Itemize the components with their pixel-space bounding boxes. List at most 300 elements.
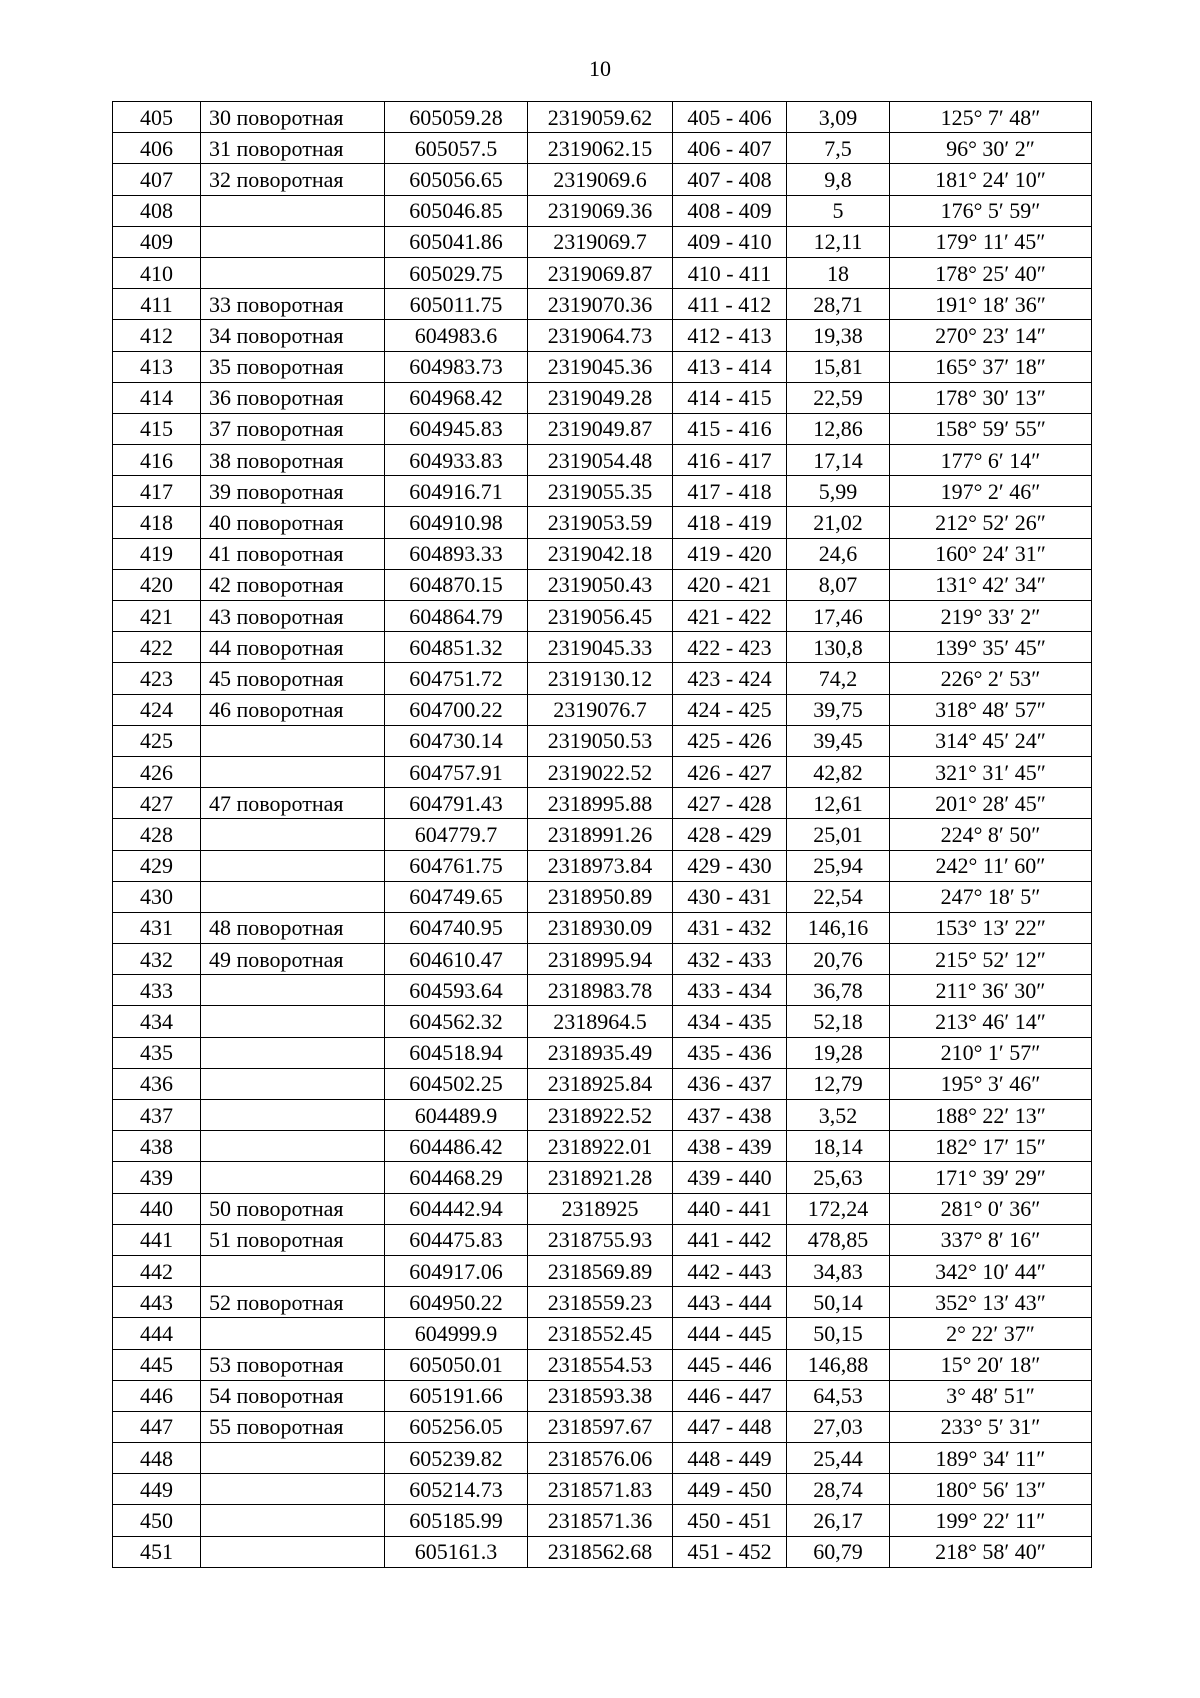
bearing-cell: 153° 13′ 22″	[890, 912, 1092, 943]
y-coordinate-cell: 2319069.7	[528, 226, 673, 257]
point-number-cell: 405	[113, 102, 201, 133]
y-coordinate-cell: 2318571.36	[528, 1505, 673, 1536]
x-coordinate-cell: 604442.94	[385, 1193, 528, 1224]
point-type-cell	[201, 1536, 385, 1567]
segment-cell: 417 - 418	[673, 476, 787, 507]
table-row	[113, 351, 1092, 382]
segment-cell: 424 - 425	[673, 694, 787, 725]
y-coordinate-cell: 2318995.88	[528, 788, 673, 819]
distance-cell: 478,85	[787, 1224, 890, 1255]
point-type-cell	[201, 1318, 385, 1349]
point-type-cell: 49 поворотная	[201, 944, 385, 975]
segment-cell: 444 - 445	[673, 1318, 787, 1349]
bearing-cell: 179° 11′ 45″	[890, 226, 1092, 257]
distance-cell: 60,79	[787, 1536, 890, 1567]
table-row	[113, 538, 1092, 569]
x-coordinate-cell: 604610.47	[385, 944, 528, 975]
point-number-cell: 428	[113, 819, 201, 850]
point-type-cell: 36 поворотная	[201, 382, 385, 413]
segment-cell: 425 - 426	[673, 725, 787, 756]
table-row	[113, 663, 1092, 694]
point-number-cell: 435	[113, 1037, 201, 1068]
point-number-cell: 420	[113, 569, 201, 600]
segment-cell: 436 - 437	[673, 1068, 787, 1099]
x-coordinate-cell: 604593.64	[385, 975, 528, 1006]
y-coordinate-cell: 2318921.28	[528, 1162, 673, 1193]
bearing-cell: 176° 5′ 59″	[890, 195, 1092, 226]
x-coordinate-cell: 604751.72	[385, 663, 528, 694]
bearing-cell: 210° 1′ 57″	[890, 1037, 1092, 1068]
distance-cell: 5	[787, 195, 890, 226]
y-coordinate-cell: 2318950.89	[528, 881, 673, 912]
segment-cell: 421 - 422	[673, 601, 787, 632]
distance-cell: 12,86	[787, 413, 890, 444]
x-coordinate-cell: 605256.05	[385, 1411, 528, 1442]
segment-cell: 415 - 416	[673, 413, 787, 444]
distance-cell: 172,24	[787, 1193, 890, 1224]
x-coordinate-cell: 604910.98	[385, 507, 528, 538]
point-type-cell	[201, 257, 385, 288]
distance-cell: 22,59	[787, 382, 890, 413]
segment-cell: 414 - 415	[673, 382, 787, 413]
bearing-cell: 201° 28′ 45″	[890, 788, 1092, 819]
x-coordinate-cell: 605185.99	[385, 1505, 528, 1536]
table-row	[113, 1068, 1092, 1099]
distance-cell: 19,28	[787, 1037, 890, 1068]
point-type-cell: 30 поворотная	[201, 102, 385, 133]
point-number-cell: 450	[113, 1505, 201, 1536]
point-type-cell: 54 поворотная	[201, 1380, 385, 1411]
table-row	[113, 1380, 1092, 1411]
point-number-cell: 414	[113, 382, 201, 413]
point-number-cell: 410	[113, 257, 201, 288]
bearing-cell: 318° 48′ 57″	[890, 694, 1092, 725]
x-coordinate-cell: 604757.91	[385, 756, 528, 787]
bearing-cell: 337° 8′ 16″	[890, 1224, 1092, 1255]
bearing-cell: 321° 31′ 45″	[890, 756, 1092, 787]
distance-cell: 17,14	[787, 445, 890, 476]
x-coordinate-cell: 604749.65	[385, 881, 528, 912]
point-number-cell: 430	[113, 881, 201, 912]
bearing-cell: 181° 24′ 10″	[890, 164, 1092, 195]
table-row	[113, 1006, 1092, 1037]
point-number-cell: 419	[113, 538, 201, 569]
bearing-cell: 158° 59′ 55″	[890, 413, 1092, 444]
segment-cell: 435 - 436	[673, 1037, 787, 1068]
point-type-cell: 55 поворотная	[201, 1411, 385, 1442]
table-row	[113, 1474, 1092, 1505]
point-type-cell: 43 поворотная	[201, 601, 385, 632]
x-coordinate-cell: 604791.43	[385, 788, 528, 819]
point-type-cell	[201, 725, 385, 756]
y-coordinate-cell: 2319049.87	[528, 413, 673, 444]
x-coordinate-cell: 604468.29	[385, 1162, 528, 1193]
y-coordinate-cell: 2318597.67	[528, 1411, 673, 1442]
bearing-cell: 2° 22′ 37″	[890, 1318, 1092, 1349]
point-number-cell: 434	[113, 1006, 201, 1037]
x-coordinate-cell: 605050.01	[385, 1349, 528, 1380]
point-number-cell: 451	[113, 1536, 201, 1567]
point-type-cell	[201, 195, 385, 226]
point-number-cell: 439	[113, 1162, 201, 1193]
bearing-cell: 15° 20′ 18″	[890, 1349, 1092, 1380]
x-coordinate-cell: 604983.6	[385, 320, 528, 351]
point-number-cell: 449	[113, 1474, 201, 1505]
point-number-cell: 442	[113, 1255, 201, 1286]
y-coordinate-cell: 2319070.36	[528, 289, 673, 320]
table-row	[113, 569, 1092, 600]
x-coordinate-cell: 604870.15	[385, 569, 528, 600]
segment-cell: 437 - 438	[673, 1100, 787, 1131]
segment-cell: 450 - 451	[673, 1505, 787, 1536]
y-coordinate-cell: 2319069.6	[528, 164, 673, 195]
bearing-cell: 213° 46′ 14″	[890, 1006, 1092, 1037]
point-type-cell	[201, 1100, 385, 1131]
y-coordinate-cell: 2318973.84	[528, 850, 673, 881]
y-coordinate-cell: 2319062.15	[528, 133, 673, 164]
bearing-cell: 182° 17′ 15″	[890, 1131, 1092, 1162]
bearing-cell: 195° 3′ 46″	[890, 1068, 1092, 1099]
table-row	[113, 1349, 1092, 1380]
point-type-cell: 45 поворотная	[201, 663, 385, 694]
bearing-cell: 125° 7′ 48″	[890, 102, 1092, 133]
point-number-cell: 417	[113, 476, 201, 507]
table-row	[113, 133, 1092, 164]
coordinates-table	[112, 101, 1092, 1568]
y-coordinate-cell: 2318935.49	[528, 1037, 673, 1068]
x-coordinate-cell: 605239.82	[385, 1443, 528, 1474]
table-row	[113, 725, 1092, 756]
segment-cell: 420 - 421	[673, 569, 787, 600]
distance-cell: 5,99	[787, 476, 890, 507]
x-coordinate-cell: 604917.06	[385, 1255, 528, 1286]
table-row	[113, 102, 1092, 133]
x-coordinate-cell: 604730.14	[385, 725, 528, 756]
distance-cell: 39,75	[787, 694, 890, 725]
segment-cell: 405 - 406	[673, 102, 787, 133]
y-coordinate-cell: 2319069.87	[528, 257, 673, 288]
segment-cell: 430 - 431	[673, 881, 787, 912]
x-coordinate-cell: 605057.5	[385, 133, 528, 164]
point-type-cell: 46 поворотная	[201, 694, 385, 725]
y-coordinate-cell: 2318559.23	[528, 1287, 673, 1318]
y-coordinate-cell: 2318552.45	[528, 1318, 673, 1349]
segment-cell: 432 - 433	[673, 944, 787, 975]
point-number-cell: 425	[113, 725, 201, 756]
point-type-cell	[201, 1443, 385, 1474]
table-row	[113, 226, 1092, 257]
segment-cell: 445 - 446	[673, 1349, 787, 1380]
bearing-cell: 165° 37′ 18″	[890, 351, 1092, 382]
point-type-cell: 32 поворотная	[201, 164, 385, 195]
bearing-cell: 219° 33′ 2″	[890, 601, 1092, 632]
segment-cell: 416 - 417	[673, 445, 787, 476]
table-row	[113, 164, 1092, 195]
table-row	[113, 1318, 1092, 1349]
y-coordinate-cell: 2319055.35	[528, 476, 673, 507]
point-type-cell: 50 поворотная	[201, 1193, 385, 1224]
point-type-cell: 38 поворотная	[201, 445, 385, 476]
point-type-cell: 48 поворотная	[201, 912, 385, 943]
segment-cell: 446 - 447	[673, 1380, 787, 1411]
table-row	[113, 944, 1092, 975]
distance-cell: 24,6	[787, 538, 890, 569]
table-row	[113, 195, 1092, 226]
y-coordinate-cell: 2319045.36	[528, 351, 673, 382]
y-coordinate-cell: 2319022.52	[528, 756, 673, 787]
point-type-cell	[201, 881, 385, 912]
y-coordinate-cell: 2319050.43	[528, 569, 673, 600]
bearing-cell: 352° 13′ 43″	[890, 1287, 1092, 1318]
y-coordinate-cell: 2318576.06	[528, 1443, 673, 1474]
segment-cell: 441 - 442	[673, 1224, 787, 1255]
distance-cell: 39,45	[787, 725, 890, 756]
y-coordinate-cell: 2319049.28	[528, 382, 673, 413]
point-number-cell: 426	[113, 756, 201, 787]
point-number-cell: 443	[113, 1287, 201, 1318]
point-number-cell: 444	[113, 1318, 201, 1349]
bearing-cell: 171° 39′ 29″	[890, 1162, 1092, 1193]
distance-cell: 25,01	[787, 819, 890, 850]
distance-cell: 20,76	[787, 944, 890, 975]
x-coordinate-cell: 604700.22	[385, 694, 528, 725]
point-type-cell	[201, 1474, 385, 1505]
point-type-cell	[201, 1255, 385, 1286]
x-coordinate-cell: 605041.86	[385, 226, 528, 257]
table-row	[113, 1505, 1092, 1536]
x-coordinate-cell: 604851.32	[385, 632, 528, 663]
point-type-cell: 31 поворотная	[201, 133, 385, 164]
segment-cell: 439 - 440	[673, 1162, 787, 1193]
segment-cell: 418 - 419	[673, 507, 787, 538]
distance-cell: 26,17	[787, 1505, 890, 1536]
x-coordinate-cell: 604916.71	[385, 476, 528, 507]
point-type-cell	[201, 756, 385, 787]
distance-cell: 25,94	[787, 850, 890, 881]
segment-cell: 408 - 409	[673, 195, 787, 226]
bearing-cell: 3° 48′ 51″	[890, 1380, 1092, 1411]
y-coordinate-cell: 2319059.62	[528, 102, 673, 133]
y-coordinate-cell: 2319056.45	[528, 601, 673, 632]
segment-cell: 440 - 441	[673, 1193, 787, 1224]
distance-cell: 19,38	[787, 320, 890, 351]
x-coordinate-cell: 605056.65	[385, 164, 528, 195]
point-number-cell: 411	[113, 289, 201, 320]
segment-cell: 442 - 443	[673, 1255, 787, 1286]
table-body	[113, 102, 1092, 1568]
y-coordinate-cell: 2318571.83	[528, 1474, 673, 1505]
point-type-cell: 41 поворотная	[201, 538, 385, 569]
table-row	[113, 507, 1092, 538]
bearing-cell: 224° 8′ 50″	[890, 819, 1092, 850]
table-row	[113, 320, 1092, 351]
x-coordinate-cell: 605191.66	[385, 1380, 528, 1411]
bearing-cell: 189° 34′ 11″	[890, 1443, 1092, 1474]
point-number-cell: 432	[113, 944, 201, 975]
table-row	[113, 912, 1092, 943]
table-row	[113, 476, 1092, 507]
y-coordinate-cell: 2319064.73	[528, 320, 673, 351]
distance-cell: 146,88	[787, 1349, 890, 1380]
y-coordinate-cell: 2318562.68	[528, 1536, 673, 1567]
point-type-cell	[201, 226, 385, 257]
distance-cell: 50,14	[787, 1287, 890, 1318]
bearing-cell: 242° 11′ 60″	[890, 850, 1092, 881]
bearing-cell: 247° 18′ 5″	[890, 881, 1092, 912]
table-row	[113, 788, 1092, 819]
segment-cell: 427 - 428	[673, 788, 787, 819]
point-number-cell: 424	[113, 694, 201, 725]
point-type-cell: 33 поворотная	[201, 289, 385, 320]
table-row	[113, 1037, 1092, 1068]
bearing-cell: 199° 22′ 11″	[890, 1505, 1092, 1536]
point-type-cell	[201, 850, 385, 881]
bearing-cell: 177° 6′ 14″	[890, 445, 1092, 476]
y-coordinate-cell: 2319069.36	[528, 195, 673, 226]
point-type-cell: 44 поворотная	[201, 632, 385, 663]
segment-cell: 449 - 450	[673, 1474, 787, 1505]
y-coordinate-cell: 2319042.18	[528, 538, 673, 569]
y-coordinate-cell: 2318922.01	[528, 1131, 673, 1162]
point-number-cell: 431	[113, 912, 201, 943]
table-row	[113, 413, 1092, 444]
table-row	[113, 694, 1092, 725]
segment-cell: 409 - 410	[673, 226, 787, 257]
distance-cell: 8,07	[787, 569, 890, 600]
x-coordinate-cell: 604761.75	[385, 850, 528, 881]
bearing-cell: 131° 42′ 34″	[890, 569, 1092, 600]
bearing-cell: 215° 52′ 12″	[890, 944, 1092, 975]
segment-cell: 410 - 411	[673, 257, 787, 288]
y-coordinate-cell: 2318569.89	[528, 1255, 673, 1286]
y-coordinate-cell: 2319076.7	[528, 694, 673, 725]
table-row	[113, 1131, 1092, 1162]
distance-cell: 52,18	[787, 1006, 890, 1037]
distance-cell: 17,46	[787, 601, 890, 632]
point-number-cell: 418	[113, 507, 201, 538]
distance-cell: 12,61	[787, 788, 890, 819]
bearing-cell: 211° 36′ 30″	[890, 975, 1092, 1006]
segment-cell: 428 - 429	[673, 819, 787, 850]
distance-cell: 50,15	[787, 1318, 890, 1349]
x-coordinate-cell: 604945.83	[385, 413, 528, 444]
point-type-cell: 47 поворотная	[201, 788, 385, 819]
x-coordinate-cell: 604999.9	[385, 1318, 528, 1349]
bearing-cell: 180° 56′ 13″	[890, 1474, 1092, 1505]
point-number-cell: 445	[113, 1349, 201, 1380]
segment-cell: 419 - 420	[673, 538, 787, 569]
point-number-cell: 437	[113, 1100, 201, 1131]
y-coordinate-cell: 2319130.12	[528, 663, 673, 694]
table-row	[113, 289, 1092, 320]
point-type-cell: 52 поворотная	[201, 1287, 385, 1318]
x-coordinate-cell: 605046.85	[385, 195, 528, 226]
y-coordinate-cell: 2318983.78	[528, 975, 673, 1006]
distance-cell: 34,83	[787, 1255, 890, 1286]
point-number-cell: 412	[113, 320, 201, 351]
distance-cell: 28,71	[787, 289, 890, 320]
x-coordinate-cell: 605029.75	[385, 257, 528, 288]
point-number-cell: 427	[113, 788, 201, 819]
segment-cell: 426 - 427	[673, 756, 787, 787]
bearing-cell: 160° 24′ 31″	[890, 538, 1092, 569]
point-type-cell	[201, 1162, 385, 1193]
y-coordinate-cell: 2318922.52	[528, 1100, 673, 1131]
distance-cell: 25,63	[787, 1162, 890, 1193]
page-number: 10	[589, 56, 611, 81]
point-number-cell: 429	[113, 850, 201, 881]
x-coordinate-cell: 604486.42	[385, 1131, 528, 1162]
x-coordinate-cell: 605161.3	[385, 1536, 528, 1567]
table-row	[113, 1411, 1092, 1442]
point-number-cell: 413	[113, 351, 201, 382]
distance-cell: 21,02	[787, 507, 890, 538]
bearing-cell: 96° 30′ 2″	[890, 133, 1092, 164]
bearing-cell: 233° 5′ 31″	[890, 1411, 1092, 1442]
bearing-cell: 139° 35′ 45″	[890, 632, 1092, 663]
segment-cell: 407 - 408	[673, 164, 787, 195]
table-row	[113, 445, 1092, 476]
point-type-cell: 42 поворотная	[201, 569, 385, 600]
distance-cell: 22,54	[787, 881, 890, 912]
bearing-cell: 178° 30′ 13″	[890, 382, 1092, 413]
x-coordinate-cell: 604983.73	[385, 351, 528, 382]
point-number-cell: 447	[113, 1411, 201, 1442]
distance-cell: 74,2	[787, 663, 890, 694]
segment-cell: 429 - 430	[673, 850, 787, 881]
distance-cell: 146,16	[787, 912, 890, 943]
segment-cell: 413 - 414	[673, 351, 787, 382]
x-coordinate-cell: 605059.28	[385, 102, 528, 133]
table-row	[113, 819, 1092, 850]
segment-cell: 434 - 435	[673, 1006, 787, 1037]
segment-cell: 431 - 432	[673, 912, 787, 943]
table-row	[113, 1224, 1092, 1255]
table-row	[113, 756, 1092, 787]
y-coordinate-cell: 2319045.33	[528, 632, 673, 663]
x-coordinate-cell: 604893.33	[385, 538, 528, 569]
x-coordinate-cell: 604502.25	[385, 1068, 528, 1099]
point-number-cell: 421	[113, 601, 201, 632]
point-number-cell: 422	[113, 632, 201, 663]
distance-cell: 18,14	[787, 1131, 890, 1162]
distance-cell: 7,5	[787, 133, 890, 164]
point-number-cell: 409	[113, 226, 201, 257]
point-type-cell	[201, 1505, 385, 1536]
segment-cell: 406 - 407	[673, 133, 787, 164]
table-row	[113, 850, 1092, 881]
x-coordinate-cell: 604864.79	[385, 601, 528, 632]
point-type-cell	[201, 819, 385, 850]
segment-cell: 423 - 424	[673, 663, 787, 694]
point-type-cell	[201, 975, 385, 1006]
bearing-cell: 191° 18′ 36″	[890, 289, 1092, 320]
x-coordinate-cell: 604562.32	[385, 1006, 528, 1037]
bearing-cell: 314° 45′ 24″	[890, 725, 1092, 756]
segment-cell: 443 - 444	[673, 1287, 787, 1318]
table-row	[113, 257, 1092, 288]
table-row	[113, 1536, 1092, 1567]
table-row	[113, 382, 1092, 413]
segment-cell: 433 - 434	[673, 975, 787, 1006]
x-coordinate-cell: 604933.83	[385, 445, 528, 476]
point-type-cell: 53 поворотная	[201, 1349, 385, 1380]
segment-cell: 438 - 439	[673, 1131, 787, 1162]
y-coordinate-cell: 2318755.93	[528, 1224, 673, 1255]
y-coordinate-cell: 2318991.26	[528, 819, 673, 850]
bearing-cell: 281° 0′ 36″	[890, 1193, 1092, 1224]
y-coordinate-cell: 2318554.53	[528, 1349, 673, 1380]
